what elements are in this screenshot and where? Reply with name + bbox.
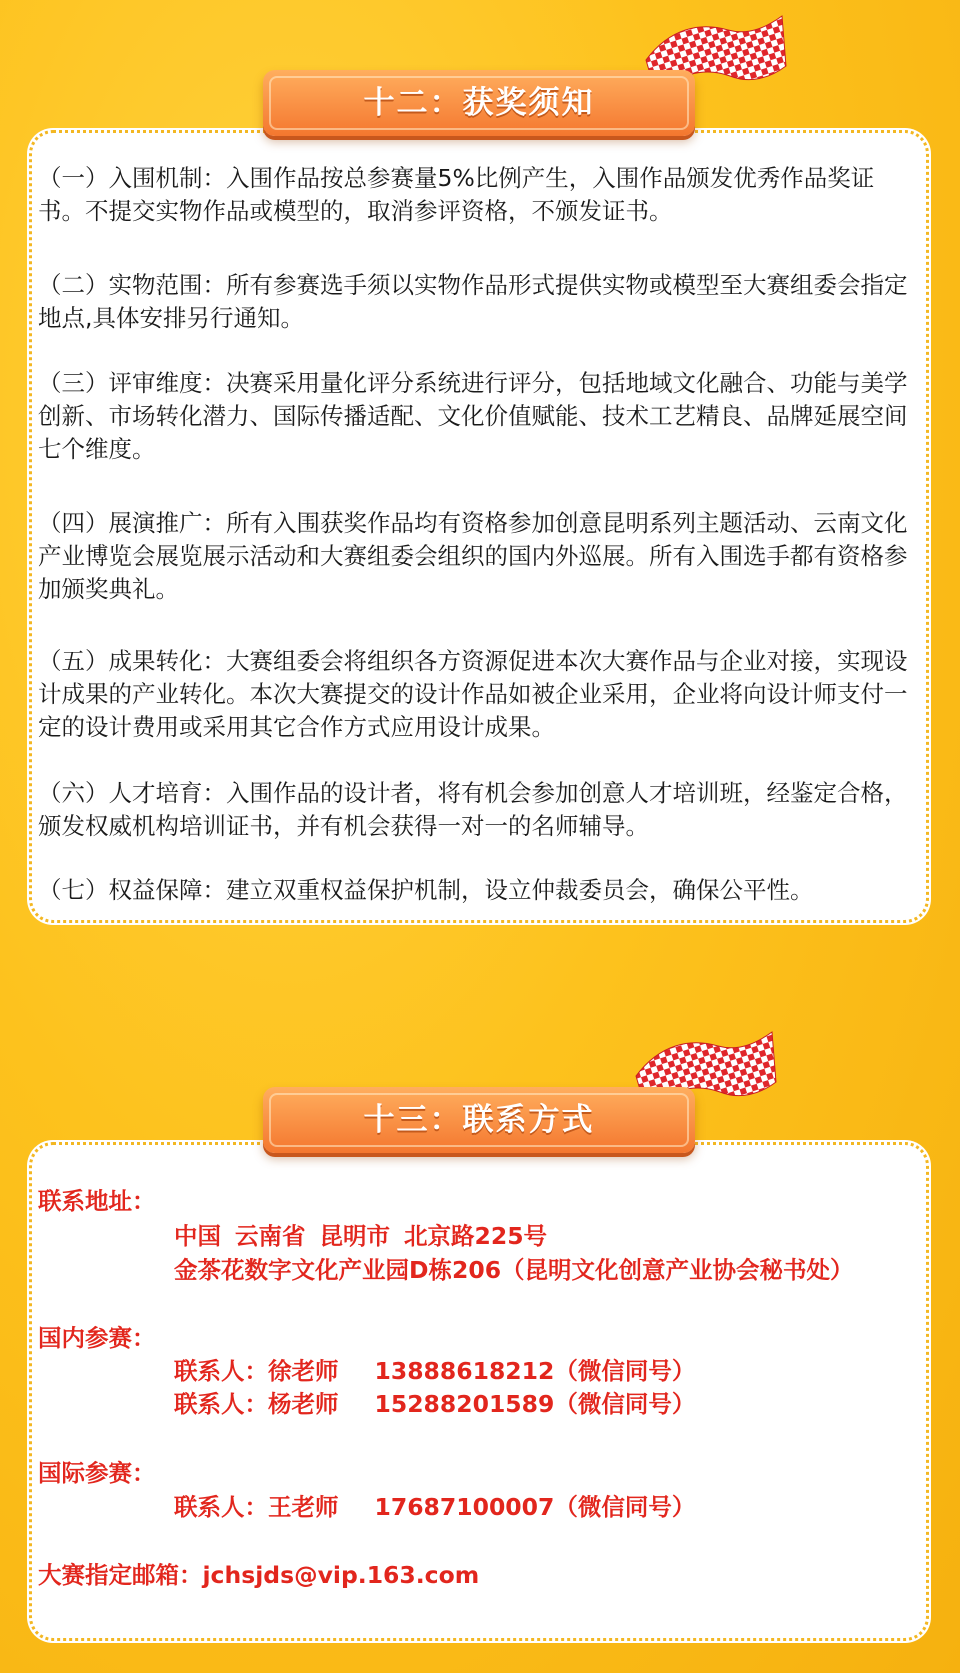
contact-person: 联系人：杨老师 bbox=[174, 1390, 339, 1418]
section-13-banner bbox=[263, 1087, 695, 1153]
contact-person: 联系人：王老师 bbox=[174, 1493, 339, 1521]
notice-paragraph-1: （一）入围机制：入围作品按总参赛量5%比例产生，入围作品颁发优秀作品奖证书。不提交实物作品或模型的，取消参评资格，不颁发证书。 bbox=[38, 164, 875, 225]
address-province: 云南省 bbox=[235, 1222, 306, 1250]
address-line-2: 金茶花数字文化产业园D栋206（昆明文化创意产业协会秘书处） bbox=[174, 1256, 854, 1284]
address-line-1 bbox=[174, 1220, 547, 1253]
domestic-contact-2 bbox=[174, 1388, 695, 1421]
notice-paragraph-5: （五）成果转化：大赛组委会将组织各方资源促进本次大赛作品与企业对接，实现设计成果的产业转化。本次大赛提交的设计作品如被企业采用，企业将向设计师支付一定的设计费用或采用其它合作方式应用设计成果。 bbox=[38, 647, 908, 741]
address-country: 中国 bbox=[174, 1222, 221, 1250]
domestic-label: 国内参赛： bbox=[38, 1324, 156, 1352]
contact-phone[interactable]: 13888618212（微信同号） bbox=[374, 1357, 696, 1385]
email-link[interactable]: jchsjds@vip.163.com bbox=[202, 1561, 480, 1589]
section-12-title: 十二：获奖须知 bbox=[363, 85, 595, 121]
domestic-contact-1 bbox=[174, 1355, 695, 1388]
international-contact-1 bbox=[174, 1491, 695, 1524]
section-13-title: 十三：联系方式 bbox=[363, 1102, 595, 1138]
notice-paragraph-3: （三）评审维度：决赛采用量化评分系统进行评分，包括地域文化融合、功能与美学创新、市场转化潜力、国际传播适配、文化价值赋能、技术工艺精良、品牌延展空间七个维度。 bbox=[38, 369, 908, 463]
address-street: 北京路225号 bbox=[404, 1222, 548, 1250]
international-label: 国际参赛： bbox=[38, 1459, 156, 1487]
notice-paragraph-4: （四）展演推广：所有入围获奖作品均有资格参加创意昆明系列主题活动、云南文化产业博览会展览展示活动和大赛组委会组织的国内外巡展。所有入围选手都有资格参加颁奖典礼。 bbox=[38, 509, 908, 603]
notice-paragraph-7: （七）权益保障：建立双重权益保护机制，设立仲裁委员会，确保公平性。 bbox=[38, 876, 814, 904]
email-label: 大赛指定邮箱： bbox=[38, 1561, 203, 1589]
notice-paragraph-2: （二）实物范围：所有参赛选手须以实物作品形式提供实物或模型至大赛组委会指定地点,具体安排另行通知。 bbox=[38, 271, 908, 332]
section-12-banner bbox=[263, 70, 695, 136]
contact-phone[interactable]: 15288201589（微信同号） bbox=[374, 1390, 696, 1418]
contact-person: 联系人：徐老师 bbox=[174, 1357, 339, 1385]
address-city: 昆明市 bbox=[319, 1222, 390, 1250]
contact-phone[interactable]: 17687100007（微信同号） bbox=[374, 1493, 696, 1521]
address-label: 联系地址： bbox=[38, 1187, 156, 1215]
notice-paragraph-6: （六）人才培育：入围作品的设计者，将有机会参加创意人才培训班，经鉴定合格，颁发权威机构培训证书，并有机会获得一对一的名师辅导。 bbox=[38, 779, 908, 840]
email-row bbox=[38, 1559, 479, 1592]
